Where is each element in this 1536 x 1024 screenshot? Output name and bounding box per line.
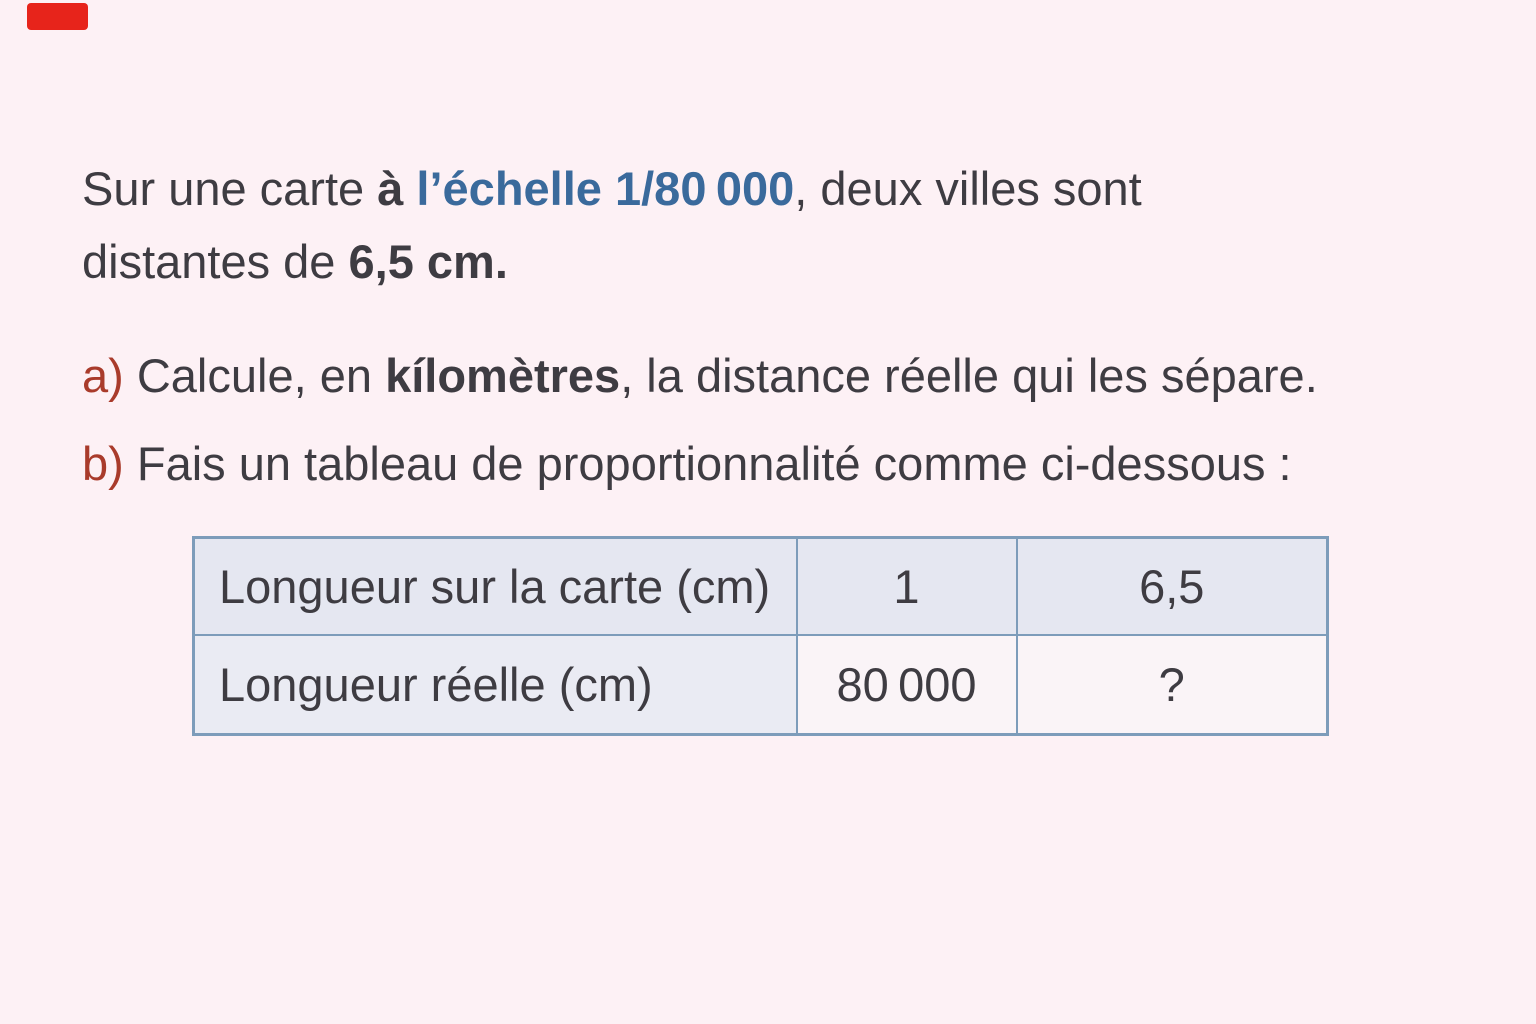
question-a-text-2: , la distance réelle qui les sépare. bbox=[620, 349, 1318, 402]
problem-statement-line-1 bbox=[82, 152, 1142, 225]
cell-map-length-unit: 1 bbox=[797, 538, 1017, 635]
row-label-map-length: Longueur sur la carte (cm) bbox=[194, 538, 797, 635]
problem-text-regular-1: Sur une carte bbox=[82, 162, 378, 215]
red-corner-marker bbox=[27, 3, 88, 30]
row-label-real-length: Longueur réelle (cm) bbox=[194, 635, 797, 735]
question-b-text: Fais un tableau de proportionnalité comme ci-dessous : bbox=[123, 437, 1292, 490]
question-a bbox=[82, 339, 1318, 412]
problem-text-regular-2: , deux villes sont bbox=[794, 162, 1142, 215]
question-a-label: a) bbox=[82, 349, 124, 402]
cell-map-length-value: 6,5 bbox=[1017, 538, 1328, 635]
table-row-real-length bbox=[194, 635, 1328, 735]
proportionality-table bbox=[192, 536, 1329, 736]
problem-text-bold-a: à bbox=[377, 162, 417, 215]
cell-real-length-unit: 80 000 bbox=[797, 635, 1017, 735]
distance-value: 6,5 cm. bbox=[348, 235, 508, 288]
question-b-label: b) bbox=[82, 437, 124, 490]
problem-statement-line-2 bbox=[82, 225, 508, 298]
question-b bbox=[82, 427, 1292, 500]
problem-text-regular-3: distantes de bbox=[82, 235, 349, 288]
question-a-text-1: Calcule, en bbox=[123, 349, 386, 402]
scale-value: l’échelle 1/80 000 bbox=[416, 162, 795, 215]
cell-real-length-unknown: ? bbox=[1017, 635, 1328, 735]
question-a-unit-bold: kílomètres bbox=[385, 349, 621, 402]
table-row-map-length bbox=[194, 538, 1328, 635]
